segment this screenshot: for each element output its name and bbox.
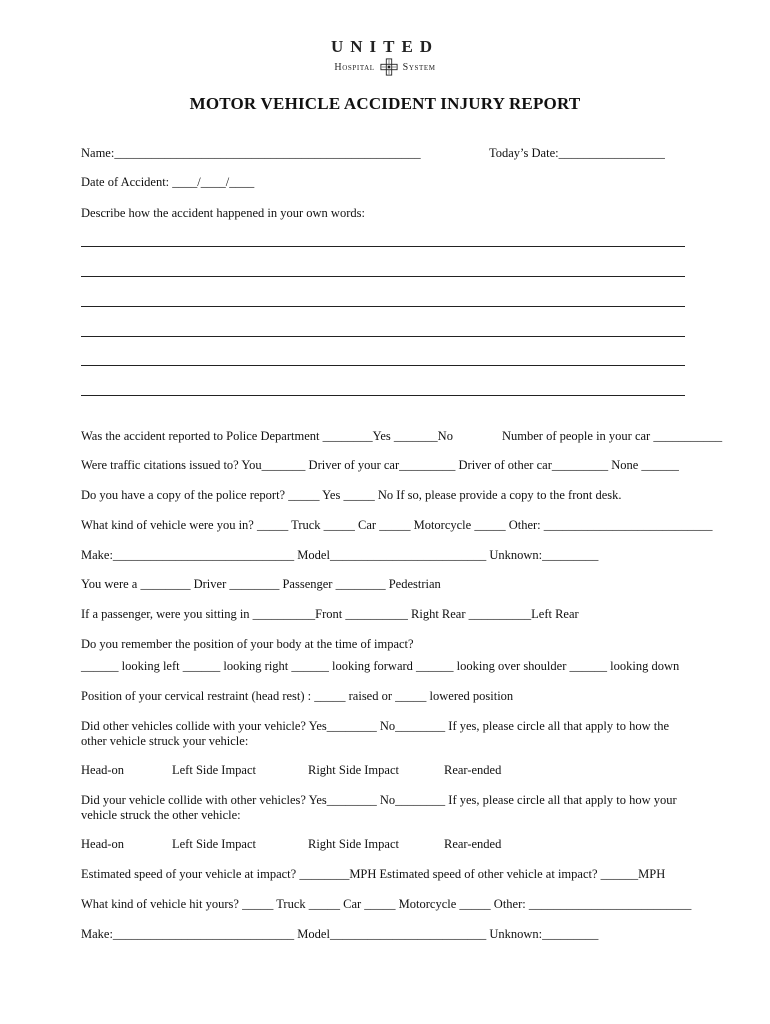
you-collide-question[interactable]: Did your vehicle collide with other vehicles? Yes________ No________ If yes, please circle all that apply to how your [81,793,677,807]
you-were-question[interactable]: You were a ________ Driver ________ Passenger ________ Pedestrian [81,577,441,591]
impact-option-right-side[interactable]: Right Side Impact [308,837,399,851]
writing-line[interactable] [81,395,685,396]
vehicle-in-question[interactable]: What kind of vehicle were you in? _____ Truck _____ Car _____ Motorcycle _____ Other: ___________________________ [81,518,713,532]
describe-prompt: Describe how the accident happened in your own words: [81,206,365,220]
others-collide-question-cont: other vehicle struck your vehicle: [81,734,249,748]
police-reported-question[interactable]: Was the accident reported to Police Department ________Yes _______No [81,429,453,443]
logo-brand: UNITED [330,37,440,56]
citations-question[interactable]: Were traffic citations issued to? You_______ Driver of your car_________ Driver of other car_________ None ______ [81,458,679,472]
name-field[interactable]: Name:_________________________________________________ [81,146,421,160]
writing-line[interactable] [81,276,685,277]
writing-line[interactable] [81,246,685,247]
impact-option-right-side[interactable]: Right Side Impact [308,763,399,777]
make-model-field-2[interactable]: Make:_____________________________ Model_________________________ Unknown:_________ [81,927,599,941]
impact-option-head-on[interactable]: Head-on [81,837,125,851]
writing-line[interactable] [81,306,685,307]
impact-option-head-on[interactable]: Head-on [81,763,125,777]
head-rest-question[interactable]: Position of your cervical restraint (head rest) : _____ raised or _____ lowered position [81,689,514,703]
logo-word-hospital: Hospital [334,61,375,73]
people-in-car-field[interactable]: Number of people in your car ___________ [502,429,723,443]
police-copy-question[interactable]: Do you have a copy of the police report? _____ Yes _____ No If so, please provide a copy to the front desk. [81,488,622,502]
body-position-question: Do you remember the position of your body at the time of impact? [81,637,414,651]
passenger-seat-question[interactable]: If a passenger, were you sitting in __________Front __________ Right Rear __________Left Rear [81,607,579,621]
cross-emblem-icon [380,58,398,76]
make-model-field-1[interactable]: Make:_____________________________ Model_________________________ Unknown:_________ [81,548,599,562]
date-of-accident-field[interactable]: Date of Accident: ____/____/____ [81,175,255,189]
writing-line[interactable] [81,365,685,366]
page-title: MOTOR VEHICLE ACCIDENT INJURY REPORT [189,94,581,113]
vehicle-hit-question[interactable]: What kind of vehicle hit yours? _____ Truck _____ Car _____ Motorcycle _____ Other: __________________________ [81,897,692,911]
impact-option-left-side[interactable]: Left Side Impact [172,837,256,851]
logo-word-system: System [402,61,436,73]
impact-option-rear-ended[interactable]: Rear-ended [444,763,502,777]
impact-option-left-side[interactable]: Left Side Impact [172,763,256,777]
impact-option-rear-ended[interactable]: Rear-ended [444,837,502,851]
speed-question[interactable]: Estimated speed of your vehicle at impact? ________MPH Estimated speed of other vehicle at impact? ______MPH [81,867,666,881]
others-collide-question[interactable]: Did other vehicles collide with your vehicle? Yes________ No________ If yes, please circle all that apply to how the [81,719,670,733]
logo-subtitle [0,58,770,76]
you-collide-question-cont: vehicle struck the other vehicle: [81,808,241,822]
body-position-options[interactable]: ______ looking left ______ looking right ______ looking forward ______ looking over shoulder ______ looking down [81,659,680,673]
todays-date-field[interactable]: Today’s Date:_________________ [489,146,665,160]
writing-line[interactable] [81,336,685,337]
